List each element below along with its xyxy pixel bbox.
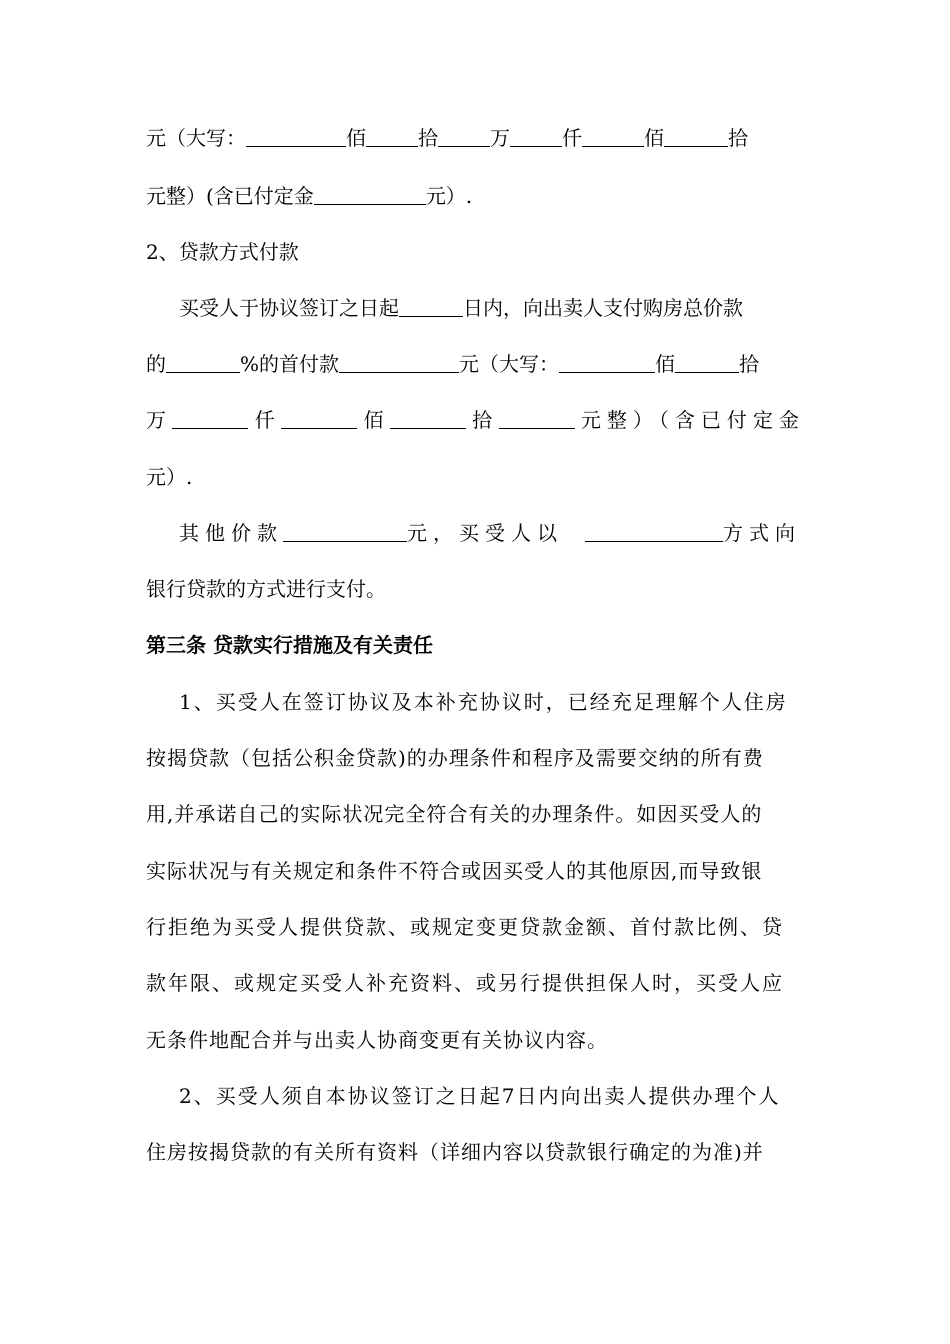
text-line-6: 万 仟 佰 拾 元整）（含已付定金 bbox=[146, 408, 805, 432]
text-line-8: 其他价款 元，买受人以 方式向 bbox=[179, 521, 801, 545]
paragraph-1-line-1: 1、买受人在签订协议及本补充协议时，已经充足理解个人住房 bbox=[179, 690, 788, 714]
paragraph-1-line-2: 按揭贷款（包括公积金贷款)的办理条件和程序及需要交纳的所有费 bbox=[146, 746, 764, 770]
paragraph-1-line-3: 用,并承诺自己的实际状况完全符合有关的办理条件。如因买受人的 bbox=[146, 802, 763, 826]
paragraph-1-line-6: 款年限、或规定买受人补充资料、或另行提供担保人时，买受人应 bbox=[146, 971, 784, 995]
section-item-2: 2、贷款方式付款 bbox=[146, 240, 299, 264]
paragraph-2-line-1: 2、买受人须自本协议签订之日起7日内向出卖人提供办理个人 bbox=[179, 1084, 781, 1108]
paragraph-1-line-4: 实际状况与有关规定和条件不符合或因买受人的其他原因,而导致银 bbox=[146, 859, 763, 883]
text-line-2: 元整）(含已付定金 元）. bbox=[146, 184, 473, 208]
paragraph-2-line-2: 住房按揭贷款的有关所有资料（详细内容以贷款银行确定的为准)并 bbox=[146, 1140, 764, 1164]
text-line-1: 元（大写： 佰 拾 万 仟 佰 拾 bbox=[146, 126, 748, 150]
text-line-9: 银行贷款的方式进行支付。 bbox=[146, 577, 386, 601]
text-line-7: 元）. bbox=[146, 465, 193, 489]
article-3-heading: 第三条 贷款实行措施及有关责任 bbox=[146, 633, 433, 657]
text-line-5: 的 %的首付款 元（大写： 佰 拾 bbox=[146, 352, 760, 376]
text-line-4: 买受人于协议签订之日起 日内，向出卖人支付购房总价款 bbox=[179, 296, 743, 320]
paragraph-1-line-5: 行拒绝为买受人提供贷款、或规定变更贷款金额、首付款比例、贷 bbox=[146, 915, 784, 939]
paragraph-1-line-7: 无条件地配合并与出卖人协商变更有关协议内容。 bbox=[146, 1028, 608, 1052]
